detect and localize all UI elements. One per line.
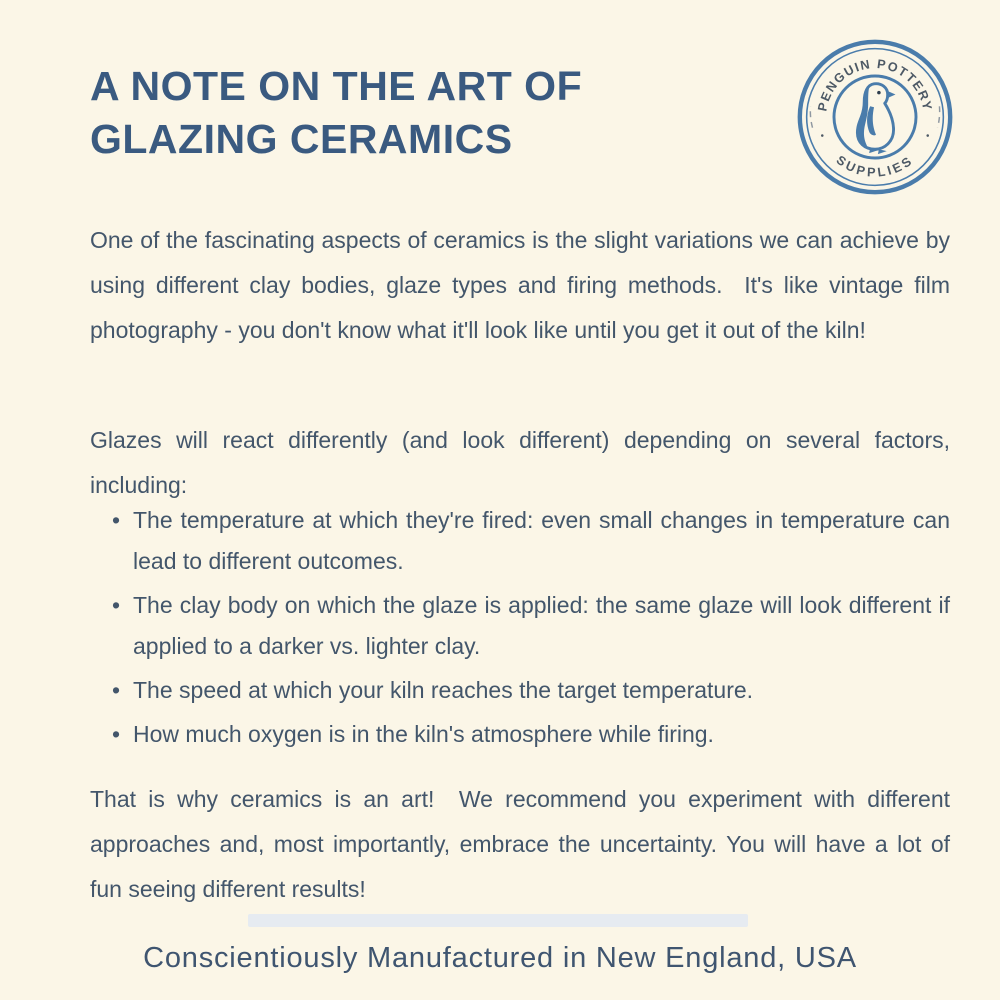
closing-paragraph: That is why ceramics is an art! We recommend you experiment with different approaches and, most importantly, embrace the uncertainty. You will have a lot of fun seeing different results! <box>90 786 950 902</box>
logo-top-text: PENGUIN POTTERY <box>815 57 935 113</box>
logo-dot-left <box>821 134 824 137</box>
page-title <box>90 60 730 166</box>
logo-dot-right <box>926 134 929 137</box>
logo-dash-left <box>810 106 812 127</box>
factors-list <box>90 500 950 758</box>
page-title-line2: GLAZING CERAMICS <box>90 116 513 162</box>
footer-divider <box>248 914 748 927</box>
page-title-line1: A NOTE ON THE ART OF <box>90 63 583 109</box>
footer-text: Conscientiously Manufactured in New England, USA <box>143 942 857 974</box>
list-item: • The clay body on which the glaze is applied: the same glaze will look different if applied to a darker vs. lighter clay. <box>133 585 950 667</box>
list-item: • How much oxygen is in the kiln's atmosphere while firing. <box>133 714 950 755</box>
intro-paragraph: One of the fascinating aspects of ceramics is the slight variations we can achieve by using different clay bodies, glaze types and firing methods. It's like vintage film photography - you don't know what it'll look like until you get it out of the kiln! <box>90 227 950 343</box>
list-item: • The temperature at which they're fired: even small changes in temperature can lead to different outcomes. <box>133 500 950 582</box>
logo-bottom-text: SUPPLIES <box>833 152 917 180</box>
factors-intro-paragraph: Glazes will react differently (and look different) depending on several factors, including: <box>90 427 950 498</box>
list-item: • The speed at which your kiln reaches the target temperature. <box>133 670 950 711</box>
penguin-icon <box>857 84 895 154</box>
logo-dash-right <box>937 106 939 127</box>
penguin-pottery-logo <box>792 34 958 200</box>
